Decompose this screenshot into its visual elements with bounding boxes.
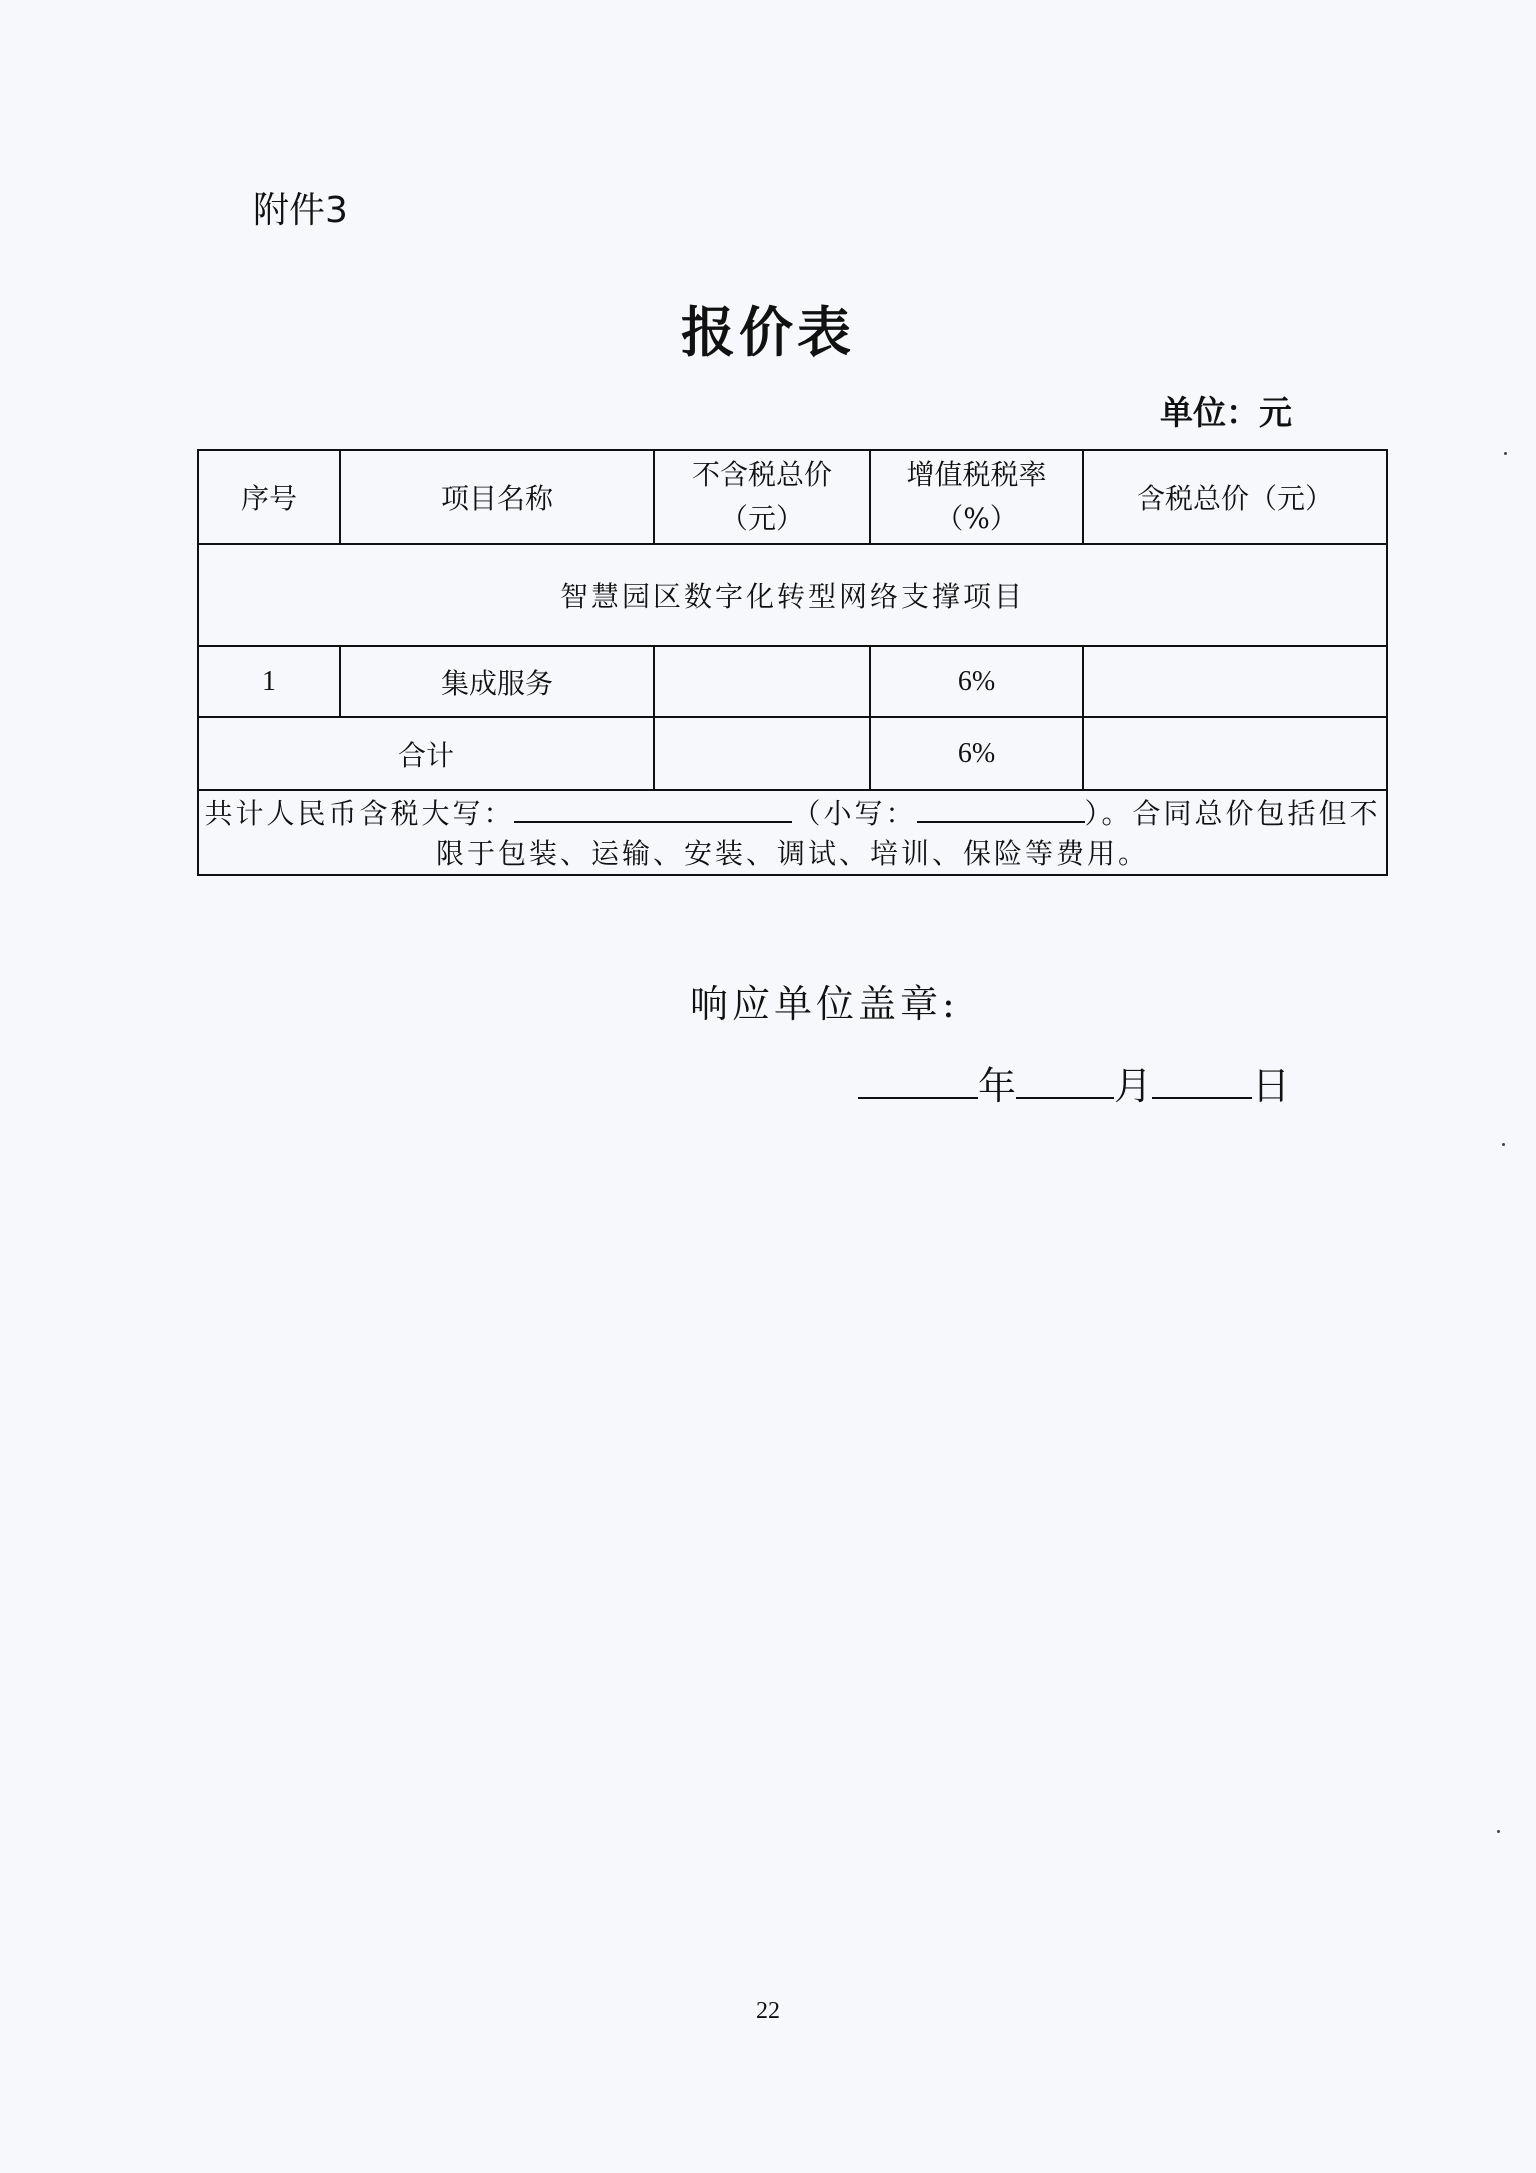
quote-table	[197, 449, 1388, 876]
scan-speck	[1502, 1143, 1505, 1146]
table-row	[198, 646, 1387, 717]
section-title-row	[198, 544, 1387, 646]
section-title: 智慧园区数字化转型网络支撑项目	[198, 544, 1387, 646]
page-title: 报价表	[681, 301, 855, 364]
row-name: 集成服务	[340, 646, 654, 717]
header-vat-line2: （%）	[935, 502, 1018, 535]
total-pretax	[654, 717, 870, 790]
month-blank	[1016, 1057, 1114, 1099]
row-seq: 1	[198, 646, 340, 717]
total-row	[198, 717, 1387, 790]
month-label: 月	[1114, 1064, 1153, 1108]
note-part3: ）。合同总价包括但不限于包装、运输、安装、调试、培训、保险等费用。	[435, 797, 1381, 870]
amount-uppercase-blank	[514, 791, 792, 823]
note-part2: （小写：	[792, 797, 917, 830]
header-seq: 序号	[198, 450, 340, 544]
header-pretax-line2: （元）	[719, 502, 804, 535]
year-label: 年	[978, 1064, 1017, 1108]
day-label: 日	[1252, 1064, 1291, 1108]
table-header-row	[198, 450, 1387, 544]
row-vat: 6%	[870, 646, 1083, 717]
day-blank	[1152, 1057, 1252, 1099]
date-line	[858, 1055, 1290, 1110]
note-part1: 共计人民币含税大写：	[204, 797, 515, 830]
header-vat-line1: 增值税税率	[906, 458, 1047, 491]
scan-speck	[1504, 452, 1507, 455]
scan-speck	[1497, 1830, 1500, 1833]
year-blank	[858, 1057, 978, 1099]
row-taxed	[1083, 646, 1387, 717]
attachment-label: 附件3	[253, 190, 348, 231]
header-name: 项目名称	[340, 450, 654, 544]
header-vat	[870, 450, 1083, 544]
row-pretax	[654, 646, 870, 717]
total-vat: 6%	[870, 717, 1083, 790]
amount-lowercase-blank	[917, 791, 1085, 823]
total-label: 合计	[198, 717, 654, 790]
header-pretax	[654, 450, 870, 544]
stamp-label: 响应单位盖章:	[690, 982, 959, 1026]
page-number: 22	[756, 1998, 780, 2024]
note-row	[198, 790, 1387, 875]
total-taxed	[1083, 717, 1387, 790]
header-pretax-line1: 不含税总价	[691, 458, 832, 491]
header-taxed: 含税总价（元）	[1083, 450, 1387, 544]
note-cell	[198, 790, 1387, 875]
unit-label: 单位：元	[1160, 393, 1292, 432]
